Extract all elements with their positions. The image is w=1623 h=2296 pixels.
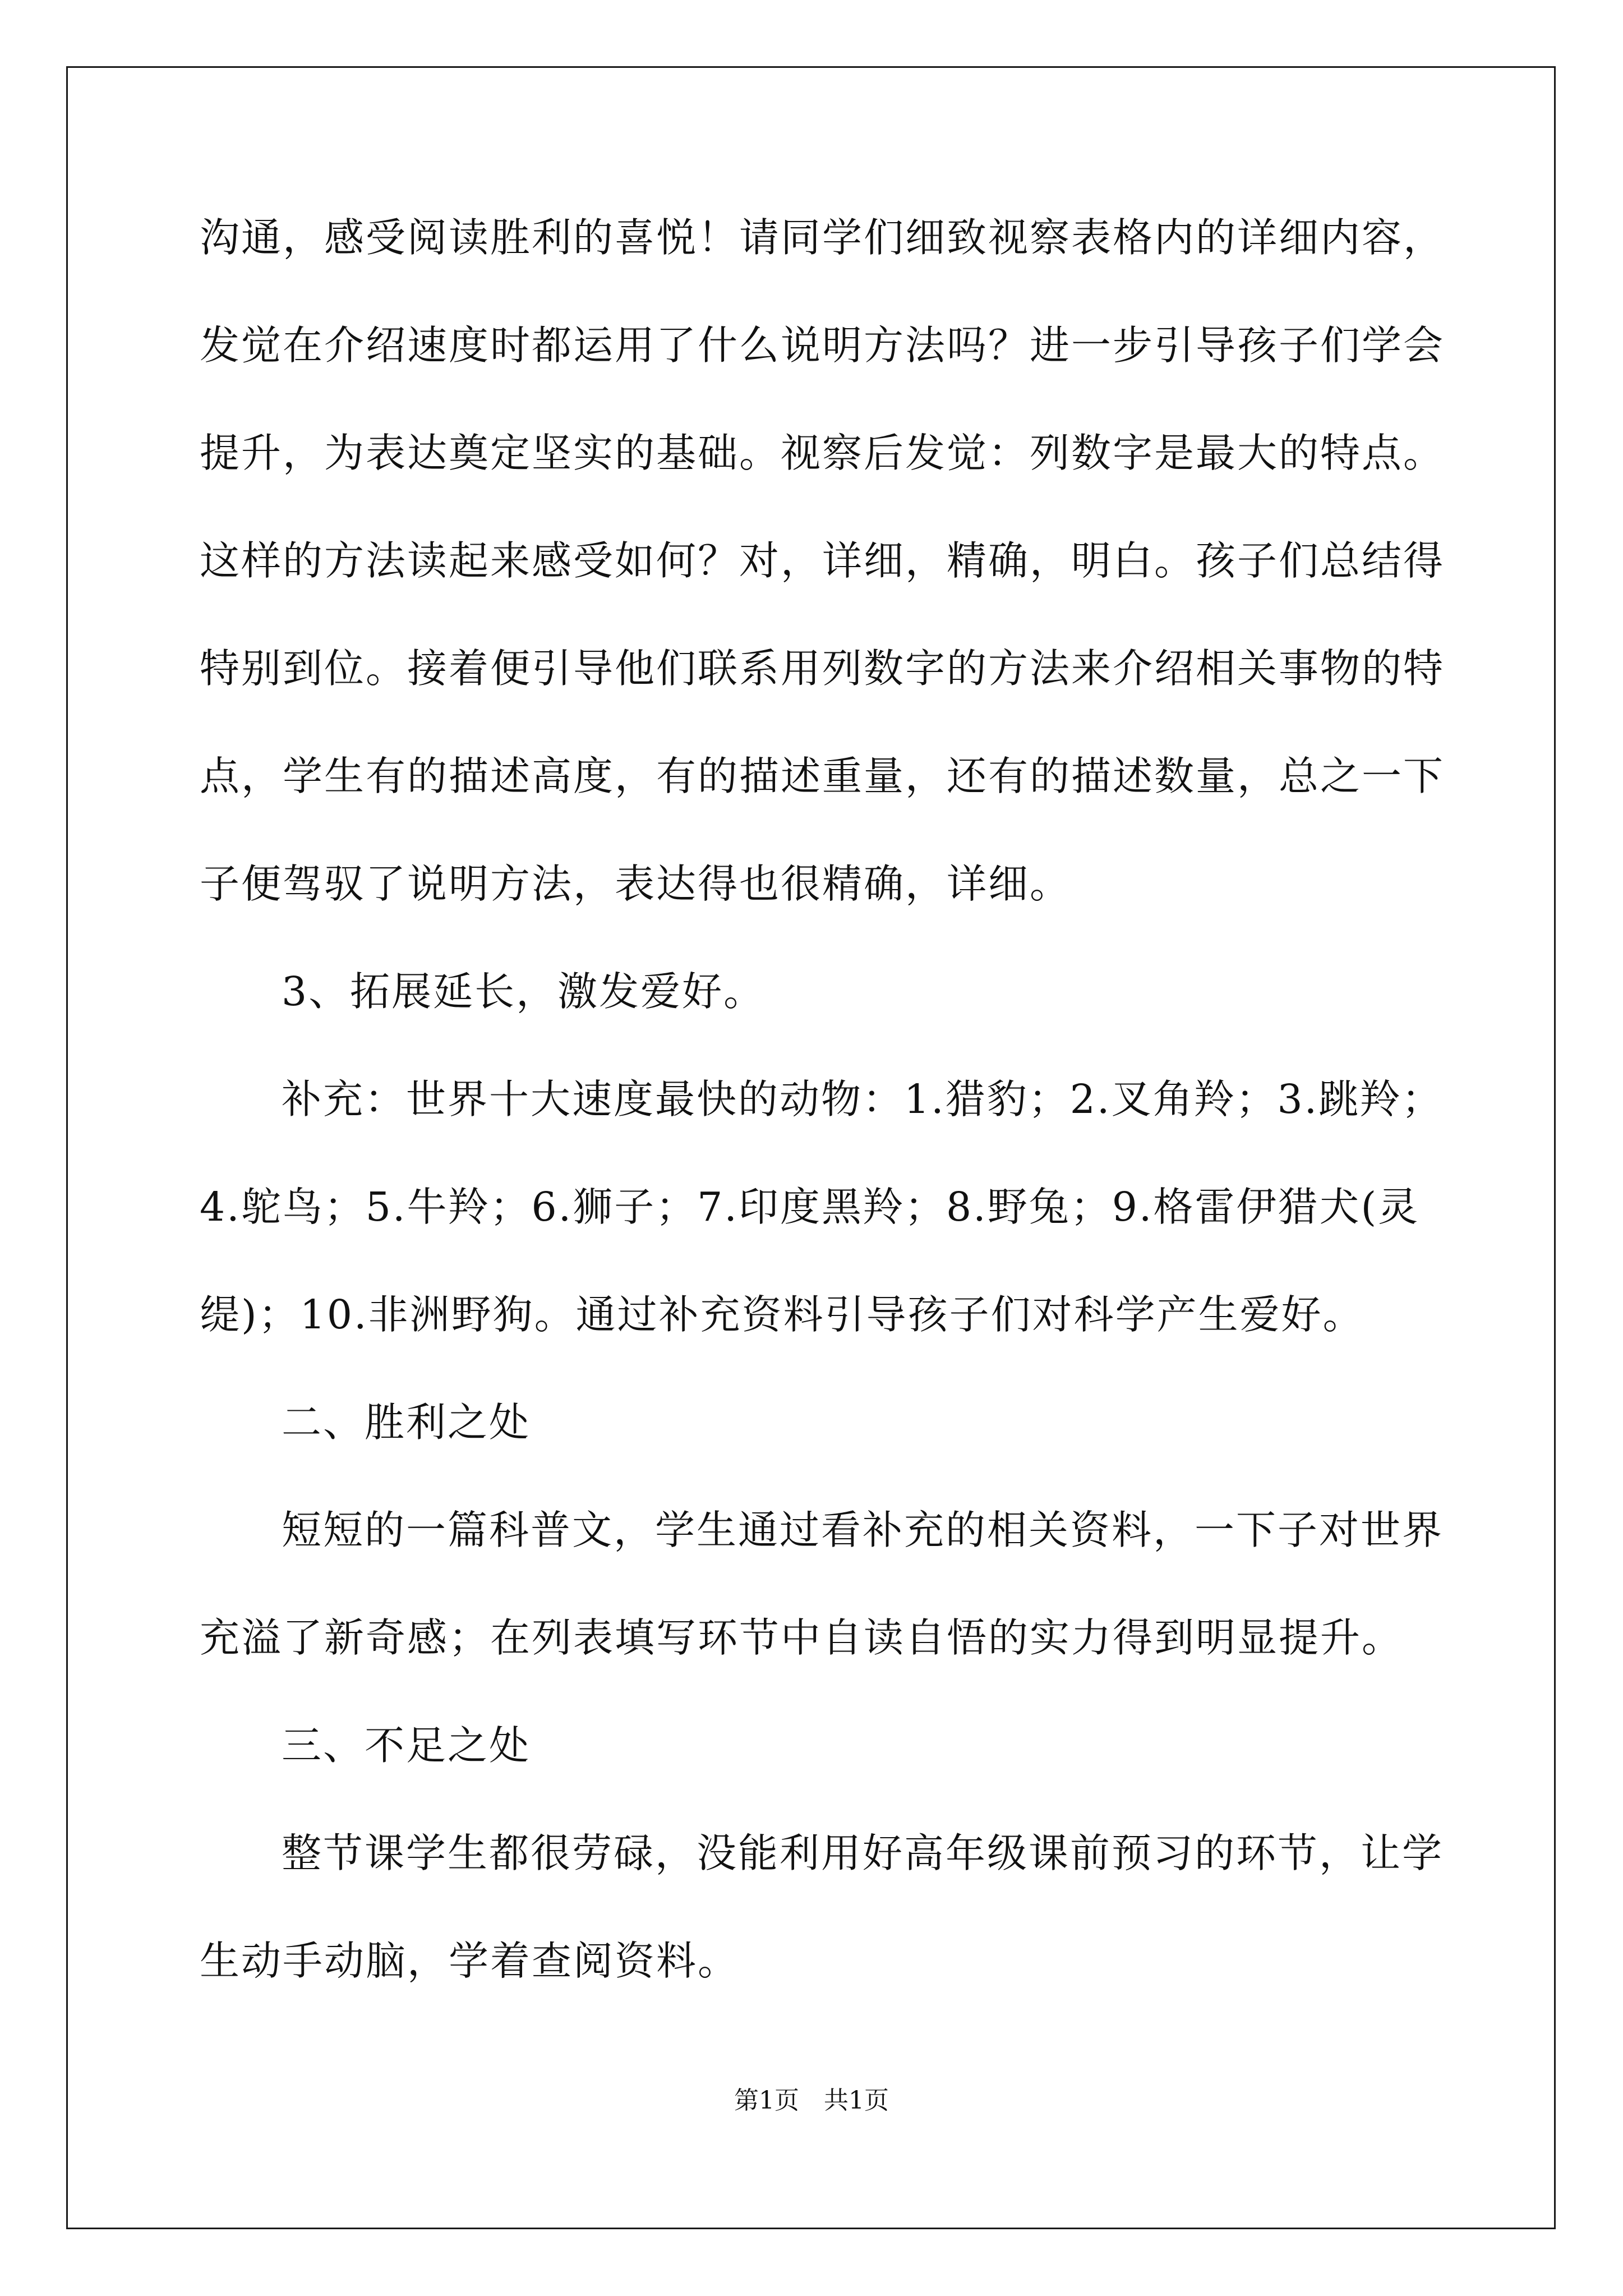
text-line: 特别到位。接着便引导他们联系用列数字的方法来介绍相关事物的特 [200,645,1445,692]
page-total: 共1页 [824,2086,889,2115]
text-line: 缇)；10.非洲野狗。通过补充资料引导孩子们对科学产生爱好。 [200,1291,1364,1338]
document-body [200,212,1445,2043]
page-footer [0,2084,1623,2118]
text-line: 生动手动脑，学着查阅资料。 [200,1938,740,1984]
text-line: 补充：世界十大速度最快的动物：1.猎豹；2.叉角羚；3.跳羚； [282,1076,1444,1122]
text-line: 子便驾驭了说明方法，表达得也很精确，详细。 [200,861,1072,907]
text-line: 4.鸵鸟；5.牛羚；6.狮子；7.印度黑羚；8.野兔；9.格雷伊猎犬(灵 [200,1184,1420,1230]
section-heading: 二、胜利之处 [282,1399,531,1446]
text-line: 提升，为表达奠定坚实的基础。视察后发觉：列数字是最大的特点。 [200,430,1445,476]
text-line: 这样的方法读起来感受如何？对，详细，精确，明白。孩子们总结得 [200,537,1445,584]
text-line: 点，学生有的描述高度，有的描述重量，还有的描述数量，总之一下 [200,753,1445,799]
text-line: 整节课学生都很劳碌，没能利用好高年级课前预习的环节，让学 [282,1830,1444,1876]
section-heading: 3、拓展延长，激发爱好。 [282,968,766,1015]
text-line: 沟通，感受阅读胜利的喜悦！请同学们细致视察表格内的详细内容， [200,214,1445,261]
text-line: 充溢了新奇感；在列表填写环节中自读自悟的实力得到明显提升。 [200,1614,1404,1661]
page-number: 第1页 [734,2086,799,2115]
text-line: 发觉在介绍速度时都运用了什么说明方法吗？进一步引导孩子们学会 [200,322,1445,369]
text-line: 短短的一篇科普文，学生通过看补充的相关资料，一下子对世界 [282,1507,1444,1553]
section-heading: 三、不足之处 [282,1722,531,1769]
